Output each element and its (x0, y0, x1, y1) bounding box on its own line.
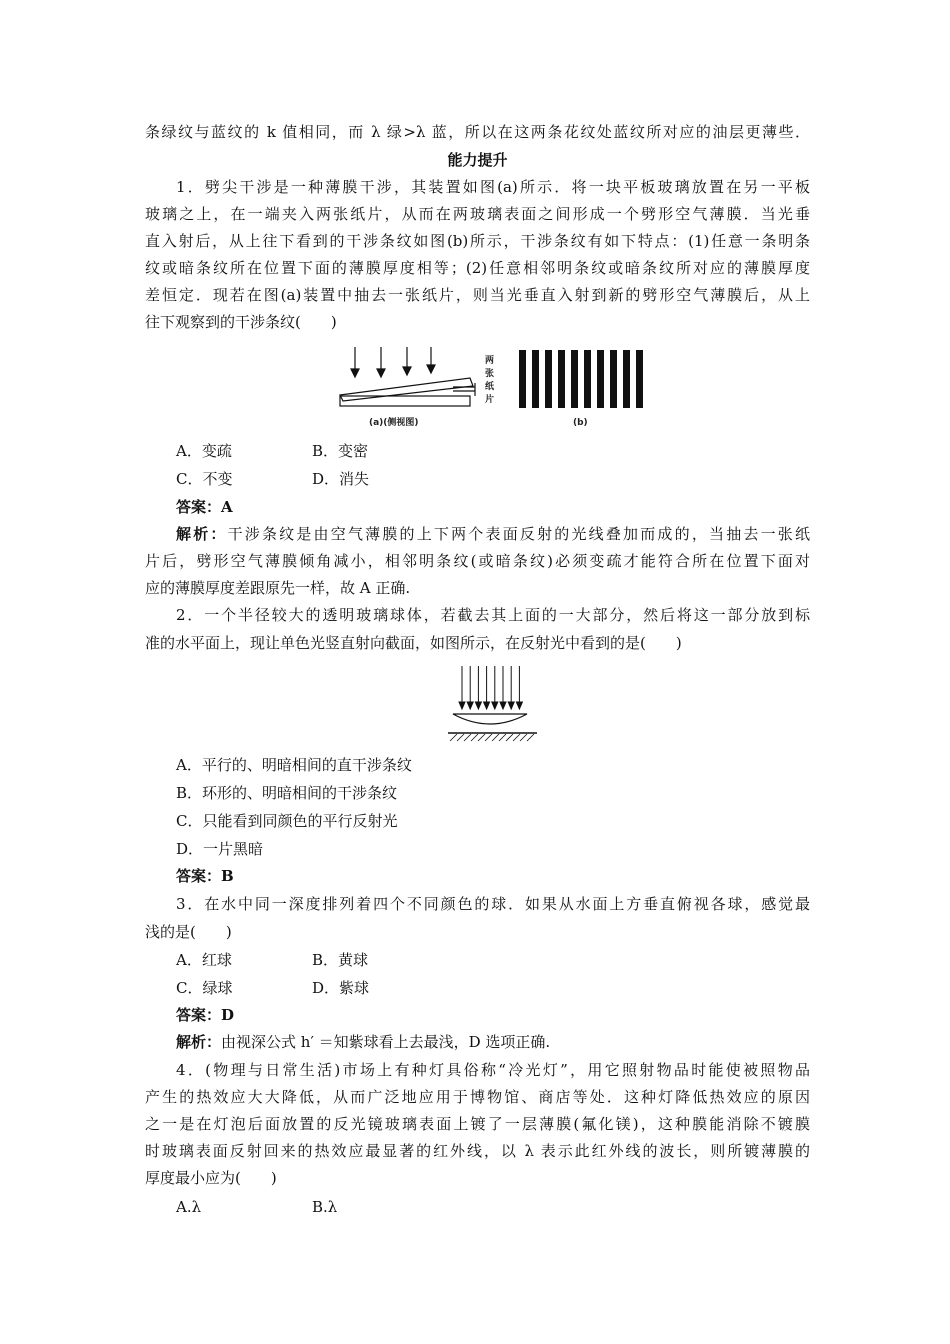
paper-label-char: 纸 (485, 382, 495, 392)
light-ray-arrowhead (459, 702, 465, 709)
question-4-text: 厚度最小应为( ) (145, 1169, 277, 1187)
figure-b-caption: (b) (573, 418, 588, 428)
light-ray-arrowhead (467, 702, 473, 709)
explanation-3 (176, 1032, 810, 1052)
answer-2: 答案：B (176, 867, 234, 885)
answer-3: 答案：D (176, 1006, 235, 1024)
paper-label (485, 354, 495, 405)
question-4-text: 4．(物理与日常生活)市场上有种灯具俗称“冷光灯”，用它照射物品时能使被照物品 (176, 1061, 810, 1079)
question-4-text: 时玻璃表面反射回来的热效应最显著的红外线，以 λ 表示此红外线的波长，则所镀薄膜的 (145, 1142, 810, 1160)
text-line: 条绿纹与蓝纹的 k 值相同，而 λ 绿>λ 蓝，所以在这两条花纹处蓝纹所对应的油层更薄些． (145, 123, 810, 141)
dark-fringe (636, 350, 643, 408)
explanation-label: 解析： (176, 1033, 222, 1051)
figure-a-caption: (a)(侧视图) (369, 418, 419, 428)
question-1-text: 1．劈尖干涉是一种薄膜干涉，其装置如图(a)所示．将一块平板玻璃放置在另一平板 (176, 178, 810, 196)
question-1-text: 往下观察到的干涉条纹( ) (145, 313, 337, 331)
dark-fringe (558, 350, 565, 408)
question-4-text: 之一是在灯泡后面放置的反光镜玻璃表面上镀了一层薄膜(氟化镁)，这种膜能消除不镀膜 (145, 1115, 810, 1133)
light-ray-arrowhead (500, 702, 506, 709)
wedge-interference-side-view-figure (335, 343, 500, 431)
option-b: B．环形的、明暗相间的干涉条纹 (176, 784, 398, 802)
paper-label-char: 张 (485, 369, 495, 379)
option-c: C．绿球 (176, 979, 233, 997)
section-title: 能力提升 (447, 151, 508, 169)
answer-1: 答案：A (176, 498, 233, 516)
question-4-text: 产生的热效应大大降低，从而广泛地应用于博物馆、商店等处．这种灯降低热效应的原因 (145, 1088, 810, 1106)
option-b: B．变密 (312, 442, 369, 460)
dark-fringe (597, 350, 604, 408)
paper-label-char: 片 (485, 395, 495, 405)
light-ray-arrowhead (484, 702, 490, 709)
question-2-text: 2．一个半径较大的透明玻璃球体，若截去其上面的一大部分，然后将这一部分放到标 (176, 606, 810, 624)
option-a: A．变疏 (176, 442, 232, 460)
option-c: C．不变 (176, 470, 233, 488)
question-2-text: 准的水平面上，现让单色光竖直射向截面，如图所示，在反射光中看到的是( ) (145, 634, 682, 652)
light-ray-arrowhead (508, 702, 514, 709)
dark-fringe (610, 350, 617, 408)
dark-fringe (545, 350, 552, 408)
option-a: A．平行的、明暗相间的直干涉条纹 (176, 756, 412, 774)
option-d: D．消失 (312, 470, 370, 488)
question-1-text: 纹或暗条纹所在位置下面的薄膜厚度相等；(2)任意相邻明条纹或暗条纹所对应的薄膜厚度 (145, 259, 810, 277)
light-ray-arrowhead (516, 702, 522, 709)
option-b: B.λ (312, 1198, 338, 1216)
dark-fringe (584, 350, 591, 408)
interference-fringes-figure (515, 348, 650, 430)
dark-fringe (519, 350, 526, 408)
explanation-label: 解析： (176, 525, 228, 543)
explanation-1-text: 片后，劈形空气薄膜倾角减小，相邻明条纹(或暗条纹)必须变疏才能符合所在位置下面对 (145, 552, 810, 570)
question-1-text: 直入射后，从上往下看到的干涉条纹如图(b)所示，干涉条纹有如下特点：(1)任意一条明条 (145, 232, 810, 250)
dark-fringe (571, 350, 578, 408)
option-a: A．红球 (176, 951, 232, 969)
question-1-text: 玻璃之上，在一端夹入两张纸片，从而在两玻璃表面之间形成一个劈形空气薄膜．当光垂 (145, 205, 810, 223)
option-a: A.λ (176, 1198, 202, 1216)
dark-fringe (623, 350, 630, 408)
option-d: D．一片黑暗 (176, 840, 264, 858)
option-b: B．黄球 (312, 951, 369, 969)
option-d: D．紫球 (312, 979, 370, 997)
explanation-text: 由视深公式 h′ ＝知紫球看上去最浅，D 选项正确. (221, 1033, 551, 1051)
paper-label-char: 两 (485, 356, 495, 366)
question-3-text: 浅的是( ) (145, 923, 232, 941)
question-1-text: 差恒定．现若在图(a)装置中抽去一张纸片，则当光垂直入射到新的劈形空气薄膜后，从上 (145, 286, 810, 304)
explanation-1 (176, 524, 810, 544)
light-ray-arrowhead (475, 702, 481, 709)
option-c: C．只能看到同颜色的平行反射光 (176, 812, 398, 830)
glass-cap-light-figure (445, 662, 540, 744)
explanation-text: 干涉条纹是由空气薄膜的上下两个表面反射的光线叠加而成的，当抽去一张纸 (227, 525, 810, 543)
question-3-text: 3．在水中同一深度排列着四个不同颜色的球．如果从水面上方垂直俯视各球，感觉最 (176, 895, 810, 913)
explanation-1-text: 应的薄膜厚度差跟原先一样，故 A 正确. (145, 579, 411, 597)
dark-fringe (532, 350, 539, 408)
light-ray-arrowhead (492, 702, 498, 709)
